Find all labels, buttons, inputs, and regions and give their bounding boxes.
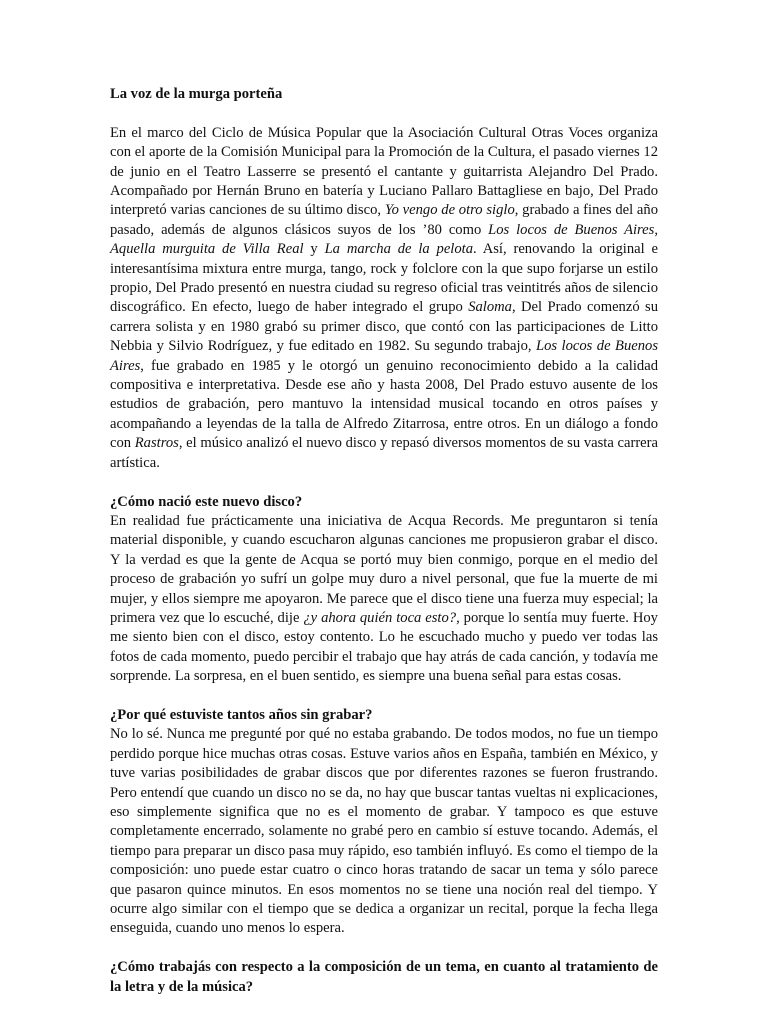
document-page [110, 85, 658, 1016]
text-run: , [654, 221, 658, 238]
italic-text-run: ¿y ahora quién toca esto? [303, 609, 457, 626]
text-run: No lo sé. Nunca me pregunté por qué no estaba grabando. De todos modos, no fue un tiempo perdido porque hice muchas otras cosas. Estuve varios años en España, también en México, y tuve varias posibilidades de grabar discos que por diferentes razones se fueron frustrando. Pero entendí que cuando un disco no se da, no hay que buscar tantas vueltas ni explicaciones, eso simplemente significa que no es el momento de grabar. Y tampoco es que estuve completamente encerrado, solamente no grabé pero en cambio sí estuve tocando. Además, el tiempo para preparar un disco pasa muy rápido, eso también influyó. Es como el tiempo de la composición: uno puede estar cuatro o cinco horas tratando de sacar un tema y sólo parece que pasaron quince minutos. En esos momentos no se tiene una noción real del tiempo. Y ocurre algo similar con el tiempo que se dedica a organizar un recital, porque la fecha llega enseguida, cuando uno menos lo espera. [110, 726, 658, 937]
italic-text-run: Rastros [134, 435, 179, 452]
italic-text-run: Saloma [468, 299, 512, 316]
intro-paragraph [110, 124, 658, 473]
text-run: , porque lo sentía muy fuerte. Hoy me siento bien con el disco, estoy contento. Lo he escuchado mucho y puedo ver todas las fotos de cada momento, puedo percibir el trabajo que hay atrás de cada canción, y todavía me sorprende. La sorpresa, en el buen sentido, es siempre una buena señal para estas cosas. [110, 609, 658, 685]
text-run: En el marco del Ciclo de Música Popular que la Asociación Cultural Otras Voces organiza con el aporte de la Comisión Municipal para la Promoción de la Cultura, el pasado viernes 12 de junio en el Teatro Lasserre se presentó el cantante y guitarrista Alejandro Del Prado. Acompañado por Hernán Bruno en batería y Luciano Pallaro Battagliese en bajo, Del Prado interpretó varias canciones de su último disco, [110, 124, 658, 219]
question-heading: ¿Por qué estuviste tantos años sin grabar? [110, 706, 373, 723]
text-run: , fue grabado en 1985 y le otorgó un genuino reconocimiento debido a la calidad compositiva e interpretativa. Desde ese año y hasta 2008, Del Prado estuvo ausente de los estudios de grabación, pero mantuvo la intensidad musical tocando en otros países y acompañando a leyendas de la talla de Alfredo Zitarrosa, entre otros. En un diálogo a fondo con [110, 357, 658, 452]
text-run: . Así, renovando la original e interesantísima mixtura entre murga, tango, rock y folclore con la que supo forjarse un estilo propio, Del Prado presentó en nuestra ciudad su regreso oficial tras veintitrés años de silencio discográfico. En efecto, luego de haber integrado el grupo [110, 241, 659, 316]
text-run: , el músico analizó el nuevo disco y repasó diversos momentos de su vasta carrera artística. [110, 435, 658, 471]
qa-section-1 [110, 493, 658, 687]
text-run: , Del Prado comenzó su carrera solista y en 1980 grabó su primer disco, que contó con las participaciones de Litto Nebbia y Silvio Rodríguez, y fue editado en 1982. Su segundo trabajo, [110, 299, 658, 355]
question-heading: ¿Cómo nació este nuevo disco? [110, 493, 303, 510]
italic-text-run: Yo vengo de otro siglo [384, 202, 515, 219]
article-title: La voz de la murga porteña [110, 86, 283, 102]
italic-text-run: Aquella murguita de Villa Real [110, 241, 304, 258]
qa-section-2 [110, 706, 658, 939]
text-run: En realidad fue prácticamente una iniciativa de Acqua Records. Me preguntaron si tenía material disponible, y cuando escucharon algunas canciones me propusieron grabar el disco. Y la verdad es que la gente de Acqua se portó muy bien conmigo, porque en el medio del proceso de grabación yo sufrí un golpe muy duro a nivel personal, que fue la muerte de mi mujer, y ellos siempre me apoyaron. Me parece que el disco tiene una fuerza muy especial; la primera vez que lo escuché, dije [110, 512, 658, 626]
italic-text-run: Los locos de Buenos Aires [110, 338, 658, 374]
italic-text-run: Los locos de Buenos Aires [488, 221, 655, 238]
qa-section-3 [110, 958, 658, 997]
text-run: y [303, 241, 325, 258]
text-run: , grabado a fines del año pasado, además de algunos clásicos suyos de los ’80 como [110, 202, 658, 238]
italic-text-run: La marcha de la pelota [324, 241, 474, 258]
question-heading: ¿Cómo trabajás con respecto a la composición de un tema, en cuanto al tratamiento de la letra y de la música? [110, 959, 658, 995]
answer-paragraph [110, 725, 658, 938]
answer-paragraph [110, 512, 658, 687]
